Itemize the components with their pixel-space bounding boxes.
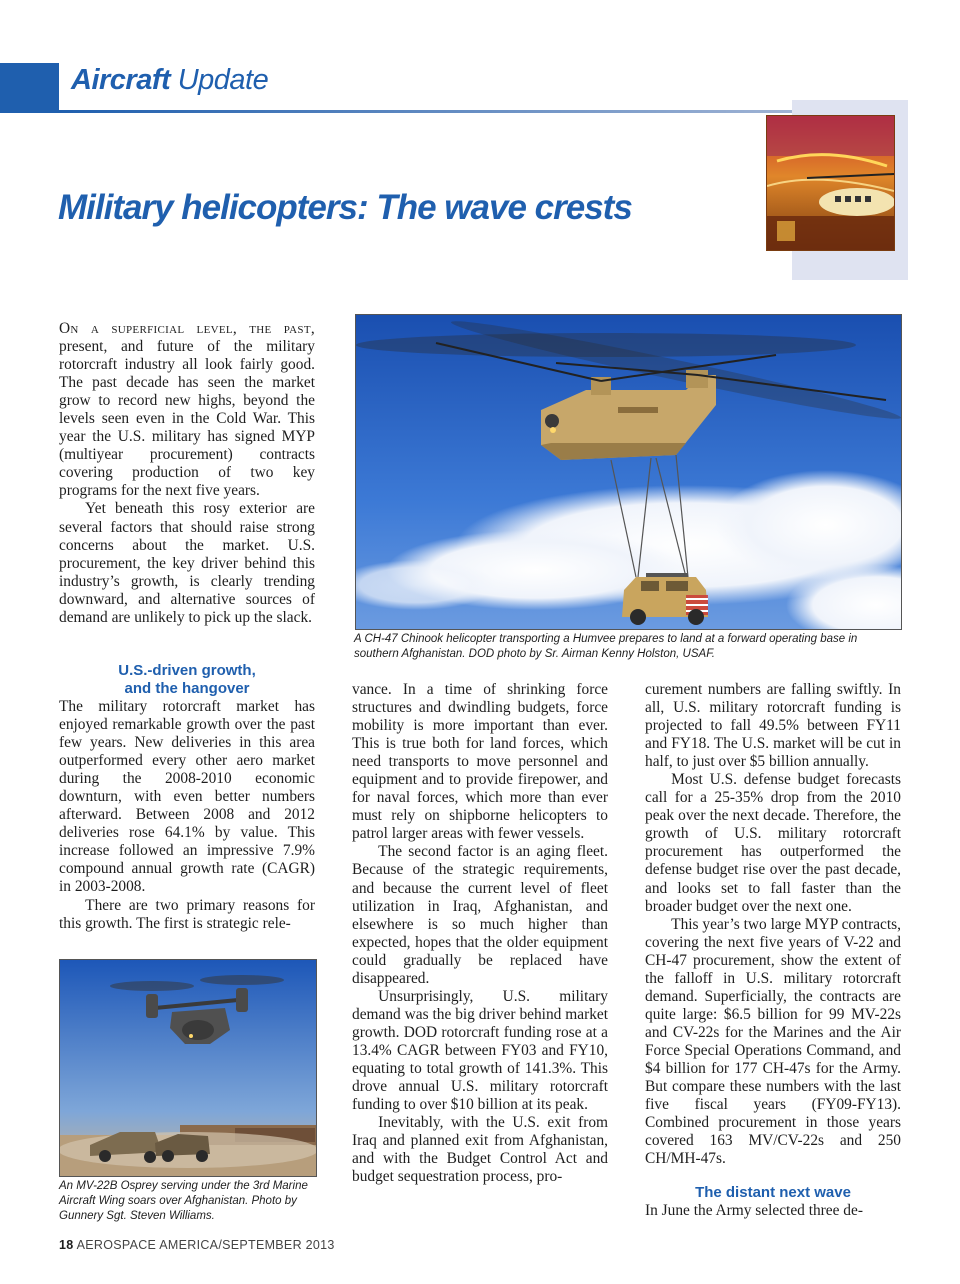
paragraph: Most U.S. defense budget forecasts call for a 25-35% drop from the 2010 peak over the next decade. Therefore, the growth of U.S. military rotorcraft procurement has outperformed the defense budget rise over the past decade, and looks set to fall faster than the broader budget over the next one. bbox=[645, 771, 901, 915]
section-title bbox=[71, 64, 268, 97]
paragraph bbox=[59, 320, 315, 500]
osprey-photo bbox=[59, 959, 317, 1177]
article-column-1 bbox=[59, 320, 315, 627]
paragraph: The second factor is an aging fleet. Because of the strategic requirements, and because the current level of fleet utilization in Iraq, Afghanistan, and elsewhere is so much higher than expected, hopes that the older equipment could gradually be replaced have disappeared. bbox=[352, 843, 608, 987]
publication-name: AEROSPACE AMERICA/SEPTEMBER 2013 bbox=[76, 1238, 335, 1252]
section-header-block bbox=[0, 63, 59, 113]
article-headline: Military helicopters: The wave crests bbox=[58, 188, 632, 227]
paragraph: Unsurprisingly, U.S. military demand was the big driver behind market growth. DOD rotorcraft funding rose at a 13.4% CAGR between FY03 and FY10, equating to total growth of 141.3%. This drove annual U.S. military rotorcraft funding to over $10 billion at its peak. bbox=[352, 987, 608, 1114]
lead-in-caps: On a superficial level, the past, bbox=[59, 320, 315, 337]
page-number: 18 bbox=[59, 1238, 74, 1252]
paragraph: curement numbers are falling swiftly. In all, U.S. military rotorcraft funding is projected to fall 49.5% between FY11 and FY18. The U.S. market will be cut in half, to just over $5 billion annually. bbox=[645, 681, 901, 771]
section-header-rule bbox=[59, 110, 792, 113]
paragraph: This year’s two large MYP contracts, covering the next five years of V-22 and CH-47 procurement, show the extent of the falloff in U.S. military rotorcraft demand. Superficially, the contracts are quite large: $6.5 billion for 99 MV-22s and CV-22s for the Marines and the Air Force Special Operations Command, and $4 billion for 177 CH-47s for the Army. But compare these numbers with the last five fiscal years (FY09-FY13). Combined procurement in those years covered 163 MV/CV-22s and 250 CH/MH-47s. bbox=[645, 915, 901, 1168]
small-photo-caption: An MV-22B Osprey serving under the 3rd Marine Aircraft Wing soars over Afghanistan. Photo by Gunnery Sgt. Steven Williams. bbox=[59, 1180, 308, 1222]
article-column-2 bbox=[352, 681, 608, 1186]
section-title-rest: Update bbox=[177, 64, 269, 96]
section-thumbnail-image bbox=[766, 115, 895, 251]
main-photo-caption: A CH-47 Chinook helicopter transporting a Humvee prepares to land at a forward operating base in southern Afghanistan. DOD photo by Sr. Airman Kenny Holston, USAF. bbox=[354, 633, 858, 660]
page-footer bbox=[59, 1238, 335, 1252]
paragraph: vance. In a time of shrinking force structures and dwindling budgets, force mobility is more important than ever. This is true both for land forces, which need transports to move personnel and equipment and to provide firepower, and for naval forces, which more than ever must rely on shipborne helicopters to patrol larger areas with fewer vessels. bbox=[352, 681, 608, 843]
paragraph: Inevitably, with the U.S. exit from Iraq and planned exit from Afghanistan, and with the Budget Control Act and budget sequestration process, pro- bbox=[352, 1114, 608, 1186]
paragraph: Yet beneath this rosy exterior are several factors that should raise strong concerns about the market. U.S. procurement, the key driver behind this industry’s growth, is clearly trending downward, and alternative sources of demand are unlikely to pick up the slack. bbox=[59, 500, 315, 626]
subhead-line: U.S.-driven growth, bbox=[118, 662, 256, 679]
article-column-1-lower bbox=[59, 662, 315, 933]
subhead bbox=[59, 662, 315, 698]
paragraph: In June the Army selected three de- bbox=[645, 1202, 863, 1220]
paragraph-text: present, and future of the military rotorcraft industry all look fairly good. The past decade has seen the market grow to record new highs, beyond the levels seen even in the Cold War. This year the U.S. military has signed MYP (multiyear procurement) contracts covering production of two key programs for the next five years. bbox=[59, 338, 315, 500]
chinook-humvee-photo bbox=[355, 314, 902, 630]
section-title-bold: Aircraft bbox=[71, 64, 171, 96]
subhead-line: and the hangover bbox=[124, 680, 250, 697]
paragraph: There are two primary reasons for this growth. The first is strategic rele- bbox=[59, 896, 315, 932]
article-column-3 bbox=[645, 681, 901, 1220]
subhead: The distant next wave bbox=[695, 1184, 851, 1202]
paragraph: The military rotorcraft market has enjoyed remarkable growth over the past few years. New deliveries in this area outperformed every other aero market during the 2008-2010 economic downturn, with even better numbers afterward. Between 2008 and 2012 deliveries rose 64.1% by value. This increase followed an impressive 7.9% compound annual growth rate (CAGR) in 2003-2008. bbox=[59, 698, 315, 896]
